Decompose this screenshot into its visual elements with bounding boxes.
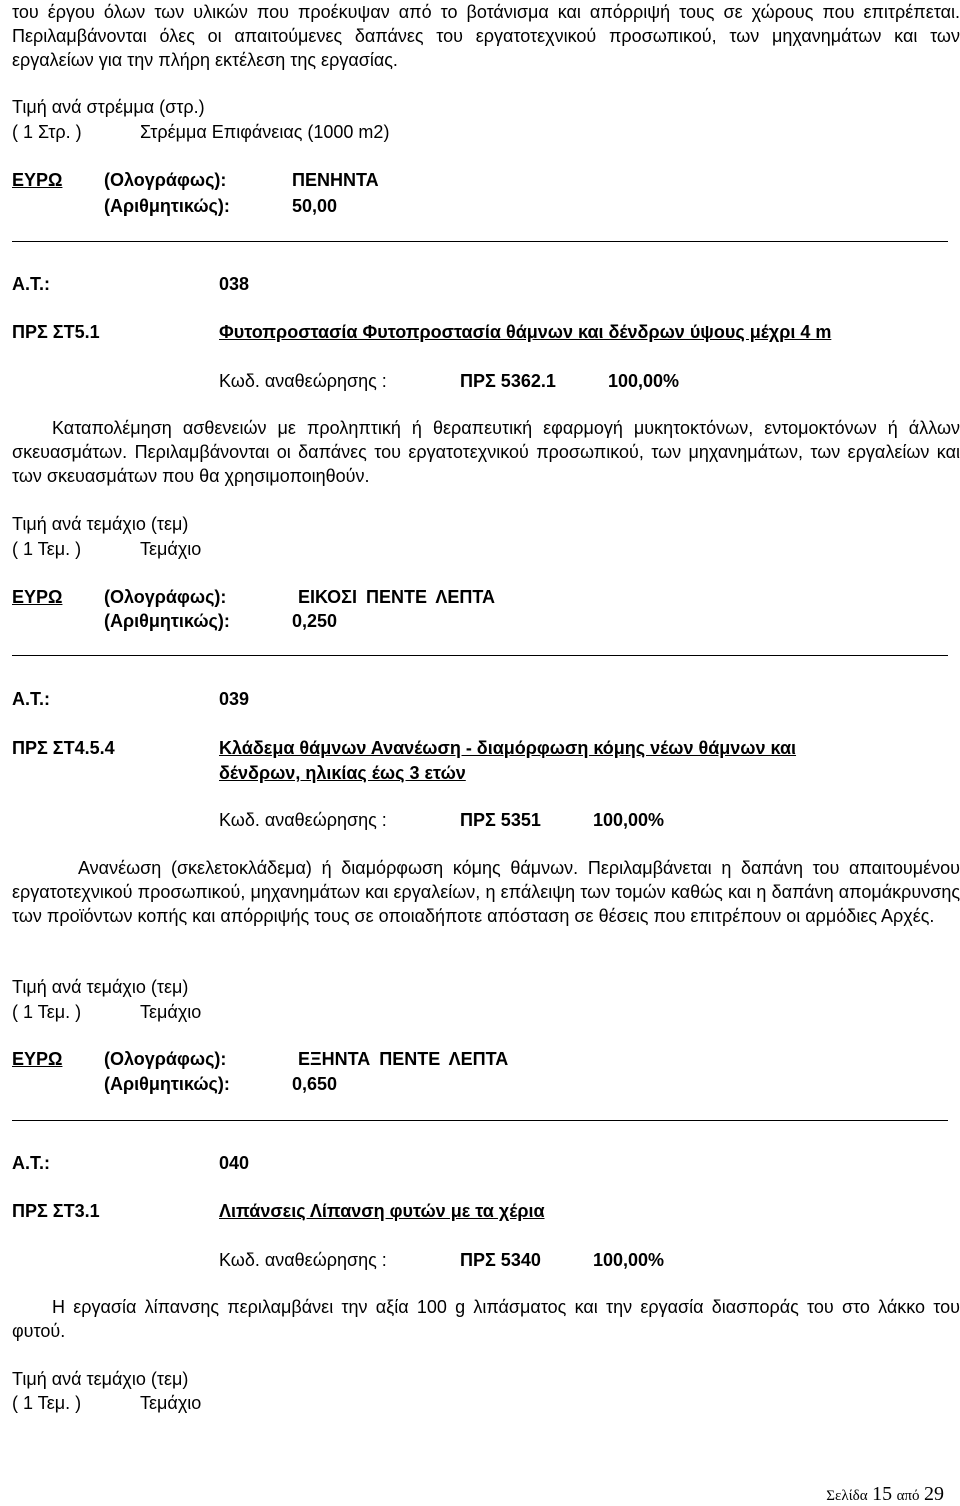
section-divider	[12, 1120, 948, 1121]
item-price-unit: Τιμή ανά τεμάχιο (τεμ)	[12, 977, 189, 997]
item-title: Κλάδεμα θάμνων Ανανέωση - διαμόρφωση κόμης νέων θάμνων και	[219, 738, 797, 758]
item-revision-pct: 100,00%	[608, 371, 680, 391]
page-label: Σελίδα	[826, 1488, 868, 1504]
item-words-label: (Ολογράφως):	[104, 1049, 227, 1069]
item-words-value: ΕΞΗΝΤΑ ΠΕΝΤΕ ΛΕΠΤΑ	[298, 1049, 509, 1069]
item-revision-code: ΠΡΣ 5351	[460, 810, 541, 830]
item-unit-qty: ( 1 Τεμ. )	[12, 1002, 82, 1022]
item-at-number: 038	[219, 274, 250, 294]
item-euro-label: ΕΥΡΩ	[12, 587, 63, 607]
item-title: Λιπάνσεις Λίπανση φυτών με τα χέρια	[219, 1201, 545, 1221]
item-revision-code: ΠΡΣ 5340	[460, 1250, 541, 1270]
item-revision-label: Κωδ. αναθεώρησης :	[219, 810, 387, 830]
item-revision-label: Κωδ. αναθεώρησης :	[219, 1250, 387, 1270]
intro-unit-name: Στρέμμα Επιφάνειας (1000 m2)	[140, 122, 390, 142]
item-title-continued: δένδρων, ηλικίας έως 3 ετών	[219, 763, 466, 783]
item-num-label: (Αριθμητικώς):	[104, 1074, 230, 1094]
item-code: ΠΡΣ ΣΤ4.5.4	[12, 738, 115, 758]
section-divider	[12, 241, 948, 242]
item-at-label: Α.Τ.:	[12, 274, 51, 294]
intro-unit-qty: ( 1 Στρ. )	[12, 122, 82, 142]
item-code: ΠΡΣ ΣΤ5.1	[12, 322, 100, 342]
item-revision-pct: 100,00%	[593, 810, 665, 830]
intro-euro-label: ΕΥΡΩ	[12, 170, 63, 190]
item-unit-name: Τεμάχιο	[140, 539, 202, 559]
intro-words-value: ΠΕΝΗΝΤΑ	[292, 170, 379, 190]
item-unit-name: Τεμάχιο	[140, 1002, 202, 1022]
page-of-label: από	[896, 1488, 920, 1504]
item-description: Καταπολέμηση ασθενειών με προληπτική ή θεραπευτική εφαρμογή μυκητοκτόνων, εντομοκτόνων ή άλλων σκευασμάτων. Περιλαμβάνονται οι δαπάνες του εργατοτεχνικού προσωπικού, των μηχανημάτων, των εργαλείων και των σκευασμάτων που θα χρησιμοποιηθούν.	[12, 418, 960, 486]
item-num-value: 0,650	[292, 1074, 338, 1094]
page-total: 29	[924, 1483, 944, 1505]
intro-price-unit: Τιμή ανά στρέμμα (στρ.)	[12, 97, 205, 117]
item-code: ΠΡΣ ΣΤ3.1	[12, 1201, 100, 1221]
item-at-number: 039	[219, 689, 250, 709]
item-description: Ανανέωση (σκελετοκλάδεμα) ή διαμόρφωση κόμης θάμνων. Περιλαμβάνεται η δαπάνη του απαιτουμένου εργατοτεχνικού προσωπικού, μηχανημάτων και εργαλείων, η επάλειψη των τομών καθώς και η δαπάνη απομάκρυνσης των προϊόντων κοπής και απόρριψής τους σε οποιαδήποτε απόσταση σε θέσεις που επιτρέπουν οι αρμόδιες Αρχές.	[12, 858, 960, 926]
section-divider	[12, 655, 948, 656]
item-revision-pct: 100,00%	[593, 1250, 665, 1270]
item-at-number: 040	[219, 1153, 250, 1173]
item-words-label: (Ολογράφως):	[104, 587, 227, 607]
intro-num-value: 50,00	[292, 196, 338, 216]
item-at-label: Α.Τ.:	[12, 689, 51, 709]
item-unit-qty: ( 1 Τεμ. )	[12, 1393, 82, 1413]
page-number: 15	[872, 1483, 893, 1505]
item-revision-code: ΠΡΣ 5362.1	[460, 371, 556, 391]
item-unit-name: Τεμάχιο	[140, 1393, 202, 1413]
page-footer	[826, 1484, 944, 1506]
item-price-unit: Τιμή ανά τεμάχιο (τεμ)	[12, 1369, 189, 1389]
item-title: Φυτοπροστασία Φυτοπροστασία θάμνων και δένδρων ύψους μέχρι 4 m	[219, 322, 832, 342]
intro-num-label: (Αριθμητικώς):	[104, 196, 230, 216]
item-unit-qty: ( 1 Τεμ. )	[12, 539, 82, 559]
intro-words-label: (Ολογράφως):	[104, 170, 227, 190]
item-revision-label: Κωδ. αναθεώρησης :	[219, 371, 387, 391]
item-description: Η εργασία λίπανσης περιλαμβάνει την αξία 100 g λιπάσματος και την εργασία διασποράς του στο λάκκο του φυτού.	[12, 1297, 960, 1341]
item-price-unit: Τιμή ανά τεμάχιο (τεμ)	[12, 514, 189, 534]
item-euro-label: ΕΥΡΩ	[12, 1049, 63, 1069]
item-num-value: 0,250	[292, 611, 338, 631]
item-at-label: Α.Τ.:	[12, 1153, 51, 1173]
intro-paragraph: του έργου όλων των υλικών που προέκυψαν από το βοτάνισμα και απόρριψή τους σε χώρους που επιτρέπεται. Περιλαμβάνονται όλες οι απαιτούμενες δαπάνες του εργατοτεχνικού προσωπικού, των μηχανημάτων και των εργαλείων για την πλήρη εκτέλεση της εργασίας.	[12, 2, 960, 70]
item-words-value: ΕΙΚΟΣΙ ΠΕΝΤΕ ΛΕΠΤΑ	[298, 587, 495, 607]
item-num-label: (Αριθμητικώς):	[104, 611, 230, 631]
